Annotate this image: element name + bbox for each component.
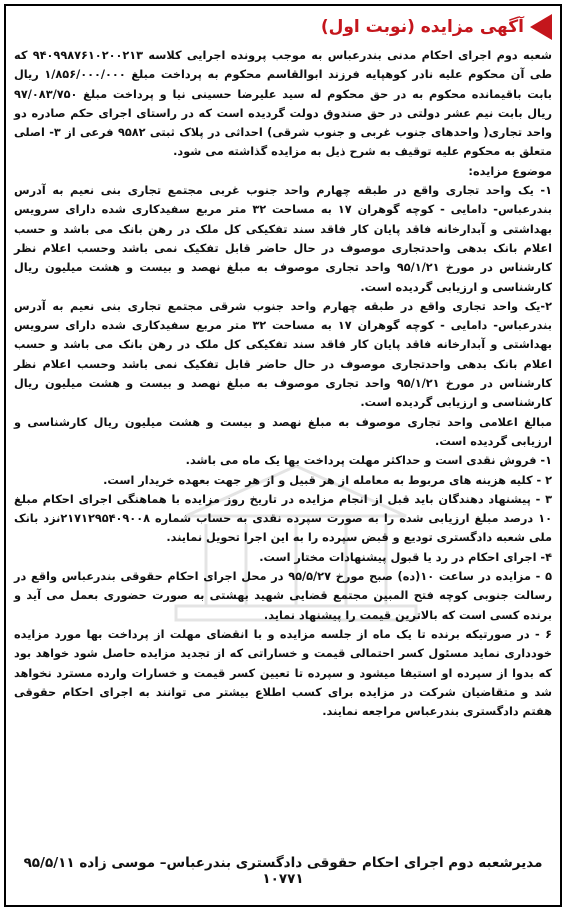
auction-item: ۲-یک واحد تجاری واقع در طبقه چهارم واحد جنوب شرقی مجتمع تجاری بنی نعیم به آدرس بندرعباس- دامایی - کوچه گوهران ۱۷ به مساحت ۳۲ متر مربع سفیدکاری شده دارای سرویس بهداشتی و آبدارخانه فاقد پایان کار فاقد سند تفکیکی کل ملک در رهن بانک می باشد و حسب اعلام بانک بدهی واحدتجاری موصوف در حال حاضر قابل تفکیک نمی باشد وحسب اعلام نظر کارشناس در مورخ ۹۵/۱/۲۱ واحد تجاری موصوف به مبلغ نهصد و بیست و هشت میلیون ریال کارشناسی و ارزیابی گردیده است. [14,299,552,410]
notice-frame [4,4,562,907]
condition-item: ۱- فروش نقدی است و حداکثر مهلت پرداخت بها یک ماه می باشد. [185,454,552,468]
condition-item: ۶ - در صورتیکه برنده تا یک ماه از جلسه مزایده و با انقضای مهلت از پرداخت بها مورد مزایده خودداری نماید مسئول کسر احتمالی قیمت و خساراتی که از تجدید مزایده حاصل شود خواهد بود که بدوا از سپرده او استیفا میشود و سپرده تا تعیین کسر قیمت و خسارات وارده مسترد نخواهد شد و متقاضیان شرکت در مزایده برای کسب اطلاع بیشتر می توانند به اجرای احکام حقوقی هفتم دادگستری بندرعباس مراجعه نمایند. [14,627,552,719]
notice-signature: مدیرشعبه دوم اجرای احکام حقوقی دادگستری بندرعباس– موسی زاده ۹۵/۵/۱۱ ۱۰۷۷۱ [23,855,543,887]
subject-heading: موضوع مزایده: [468,164,552,178]
notice-title: آگهی مزایده (نوبت اول) [320,17,524,37]
condition-item: ۳ - پیشنهاد دهندگان باید قبل از انجام مزایده در تاریخ روز مزایده با هماهنگی اجرای احکام مبلغ ۱۰ درصد مبلغ ارزیابی شده را به صورت سپرده نقدی به حساب شماره ۲۱۷۱۲۹۵۴۰۹۰۰۸نزد بانک ملی شعبه دادگستری تودیع و قبض سپرده را به این اجرا تحویل نمایند. [14,492,552,545]
auction-item: ۱- یک واحد تجاری واقع در طبقه چهارم واحد جنوب غربی مجتمع تجاری بنی نعیم به آدرس بندرعباس- دامایی - کوچه گوهران ۱۷ به مساحت ۳۲ متر مربع سفیدکاری شده دارای سرویس بهداشتی و آبدارخانه فاقد پایان کار فاقد سند تفکیکی کل ملک در رهن بانک می باشد و حسب اعلام بانک بدهی واحدتجاری موصوف در حال حاضر قابل تفکیک نمی باشد وحسب اعلام نظر کارشناس در مورخ ۹۵/۱/۲۱ واحد تجاری موصوف به مبلغ نهصد و بیست و هشت میلیون ریال کارشناسی و ارزیابی گردیده است. [14,184,552,294]
notice-header [321,12,552,42]
condition-item: ۵ - مزایده در ساعت ۱۰(ده) صبح مورخ ۹۵/۵/۲۷ در محل اجرای احکام حقوقی بندرعباس واقع در رسالت جنوبی کوچه فتح المبین مجتمع قضایی شهید بهشتی به صورت حضوری بعمل می آید و برنده کسی است که بالاترین قیمت را پیشنهاد نماید. [14,570,553,622]
notice-body [14,46,552,721]
condition-item: ۲ - کلیه هزینه های مربوط به معامله از هر قبیل و از هر جهت بعهده خریدار است. [103,473,552,487]
auction-item: مبالغ اعلامی واحد تجاری موصوف به مبلغ نهصد و بیست و هشت میلیون ریال کارشناسی و ارزیابی گردیده است. [14,415,552,448]
condition-item: ۴- اجرای احکام در رد یا قبول پیشنهادات مختار است. [259,550,552,564]
notice-intro: شعبه دوم اجرای احکام مدنی بندرعباس به موجب پرونده اجرایی کلاسه ۹۴۰۹۹۸۷۶۱۰۲۰۰۲۱۳ که طی آن محکوم علیه نادر کوهپایه فرزند ابوالقاسم محکوم به پرداخت مبلغ ۱/۸۵۶/۰۰۰/۰۰۰ ریال بابت باقیمانده محکوم به در حق محکوم له سید علیرضا حسینی نیا و پرداخت مبلغ ۹۷/۰۸۳/۷۵۰ ریال بابت نیم عشر دولتی در حق صندوق دولت گردیده است که در راستای اجرای حکم صادره دو واحد تجاری( واحدهای جنوب غربی و جنوب شرقی) احداثی در پلاک ثبتی ۹۵۸۲ فرعی از ۳- اصلی متعلق به محکوم علیه توقیف به شرح ذیل به مزایده گذاشته می شود. [14,49,553,159]
red-triangle-icon [530,14,552,40]
